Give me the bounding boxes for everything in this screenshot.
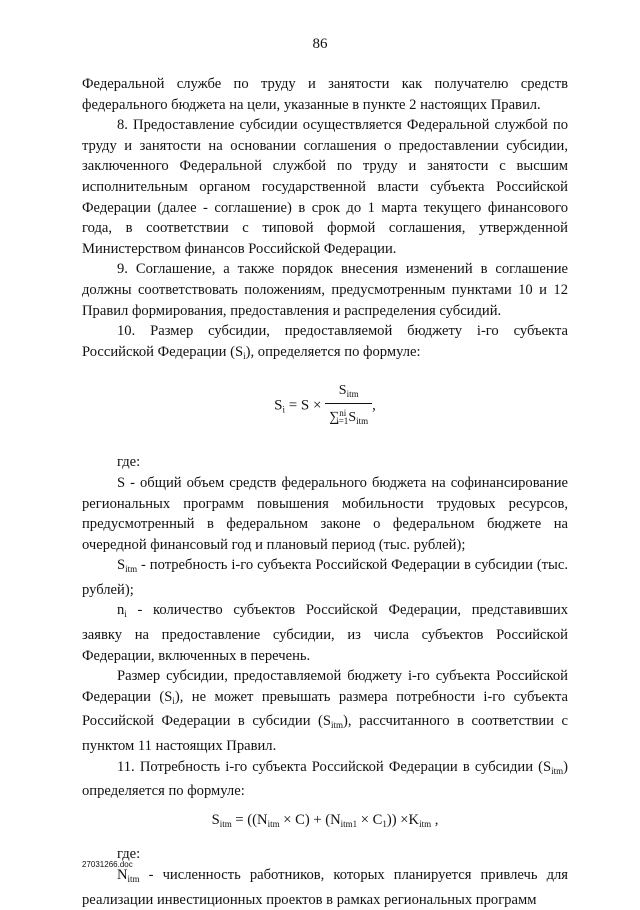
paragraph-11 xyxy=(82,757,568,802)
formula1-eq: = S × xyxy=(284,397,326,414)
p11-text-a: 11. Потребность i-го субъекта Российской Федерации в субсидии (S xyxy=(117,758,552,775)
def-nitm-text: - численность работников, которых планируется привлечь для реализации инвестиционных проектов в рамках региональных программ xyxy=(82,867,568,908)
def-ni-text: - количество субъектов Российской Федерации, представивших заявку на предоставление субсидии, из числа субъектов Российской Федерации, включенных в перечень. xyxy=(82,602,568,664)
limit-sub-1: i xyxy=(172,695,175,706)
formula2-part2-sub: itm1 xyxy=(340,818,358,829)
where-label-1: где: xyxy=(117,454,141,471)
limit-text-b: ), не может превышать размера потребности i-го субъекта Российской Федерации в субсидии (S xyxy=(82,688,569,730)
paragraph-9: 9. Соглашение, а также порядок внесения изменений в соглашение должны соответствовать положениям, предусмотренным пунктами 10 и 12 Правил формирования, предоставления и распределения субсидий. xyxy=(82,261,568,319)
limit-text-c: ), рассчитанного в соответствии с пунктом 11 настоящих Правил. xyxy=(82,713,569,755)
formula1-denominator xyxy=(325,404,372,430)
p10-subscript: i xyxy=(243,350,246,361)
formula2-part2: × C) + (N xyxy=(279,811,341,828)
formula1-num: S xyxy=(338,383,347,399)
formula2-part3: × C xyxy=(357,811,383,828)
definition-nitm xyxy=(82,865,568,910)
def-s-text: - общий объем средств федерального бюджета на софинансирование региональных программ повышения мобильности трудовых ресурсов, предусмотренный в федеральном законе о федеральном бюджете на очередной финансовый год и плановый период (тыс. рублей); xyxy=(82,474,568,553)
def-sitm-text: - потребность i-го субъекта Российской Федерации в субсидии (тыс. рублей); xyxy=(82,557,568,598)
p10-text-b: ), определяется по формуле: xyxy=(245,343,421,360)
paragraph-limit xyxy=(82,666,568,756)
definition-ni xyxy=(82,600,568,666)
formula-subsidy-size xyxy=(82,382,568,430)
formula1-tail: , xyxy=(372,397,376,414)
formula1-sum-sup: ni xyxy=(339,408,347,419)
formula1-sum-sub: i=1 xyxy=(336,416,349,427)
paragraph-continuation: Федеральной службе по труду и занятости как получателю средств федерального бюджета на цели, указанные в пункте 2 настоящих Правил. xyxy=(82,76,568,113)
footer-filename: 27031266.doc xyxy=(82,860,133,869)
formula2-lhs: S xyxy=(211,811,220,828)
definition-s xyxy=(82,473,568,555)
formula-need xyxy=(82,810,568,835)
formula1-den: S xyxy=(348,410,357,426)
formula1-sum-sign: ∑ xyxy=(329,410,340,426)
p11-text-b: ) определяется по формуле: xyxy=(82,758,568,800)
formula2-part3-sub: 1 xyxy=(382,818,387,829)
document-body xyxy=(82,74,568,910)
formula1-lhs: S xyxy=(274,397,283,414)
paragraph-8: 8. Предоставление субсидии осуществляется Федеральной службой по труду и занятости на основании соглашения о предоставлении субсидии, заключенного Федеральной службой по труду и занятости с высшим исполнительным органом государственной власти субъекта Российской Федерации (далее - соглашение) в срок до 1 марта текущего финансового года, в соответствии с типовой формой соглашения, утвержденной Министерством финансов Российской Федерации. xyxy=(82,117,568,257)
where-label-2: где: xyxy=(117,846,141,863)
formula2-part4-sub: itm xyxy=(419,818,432,829)
formula2-lhs-sub: itm xyxy=(219,818,232,829)
def-ni-sub: i xyxy=(124,609,127,620)
def-s-symbol: S xyxy=(117,474,126,491)
formula1-den-sub: itm xyxy=(356,416,369,427)
def-sitm-sub: itm xyxy=(125,564,138,575)
formula2-part1: = ((N xyxy=(231,811,268,828)
formula2-part1-sub: itm xyxy=(267,818,280,829)
definition-sitm xyxy=(82,555,568,600)
limit-sub-2: itm xyxy=(331,720,344,731)
formula1-num-sub: itm xyxy=(346,389,359,400)
page-number: 86 xyxy=(312,36,328,52)
formula2-part4: )) ×K xyxy=(386,811,420,828)
formula1-lhs-sub: i xyxy=(282,404,285,415)
formula2-tail: , xyxy=(431,811,439,828)
formula1-fraction xyxy=(325,382,372,430)
def-ni-symbol: n xyxy=(117,602,125,619)
p11-sub: itm xyxy=(551,765,564,776)
formula1-numerator xyxy=(325,382,372,404)
limit-text-a: Размер субсидии, предоставляемой бюджету i-го субъекта Российской Федерации (S xyxy=(82,668,568,705)
paragraph-10 xyxy=(82,321,568,366)
def-sitm-symbol: S xyxy=(117,557,126,574)
def-nitm-sub: itm xyxy=(127,874,140,884)
p10-text-a: 10. Размер субсидии, предоставляемой бюджету i-го субъекта Российской Федерации (S xyxy=(82,323,568,360)
def-nitm-symbol: N xyxy=(117,867,128,883)
